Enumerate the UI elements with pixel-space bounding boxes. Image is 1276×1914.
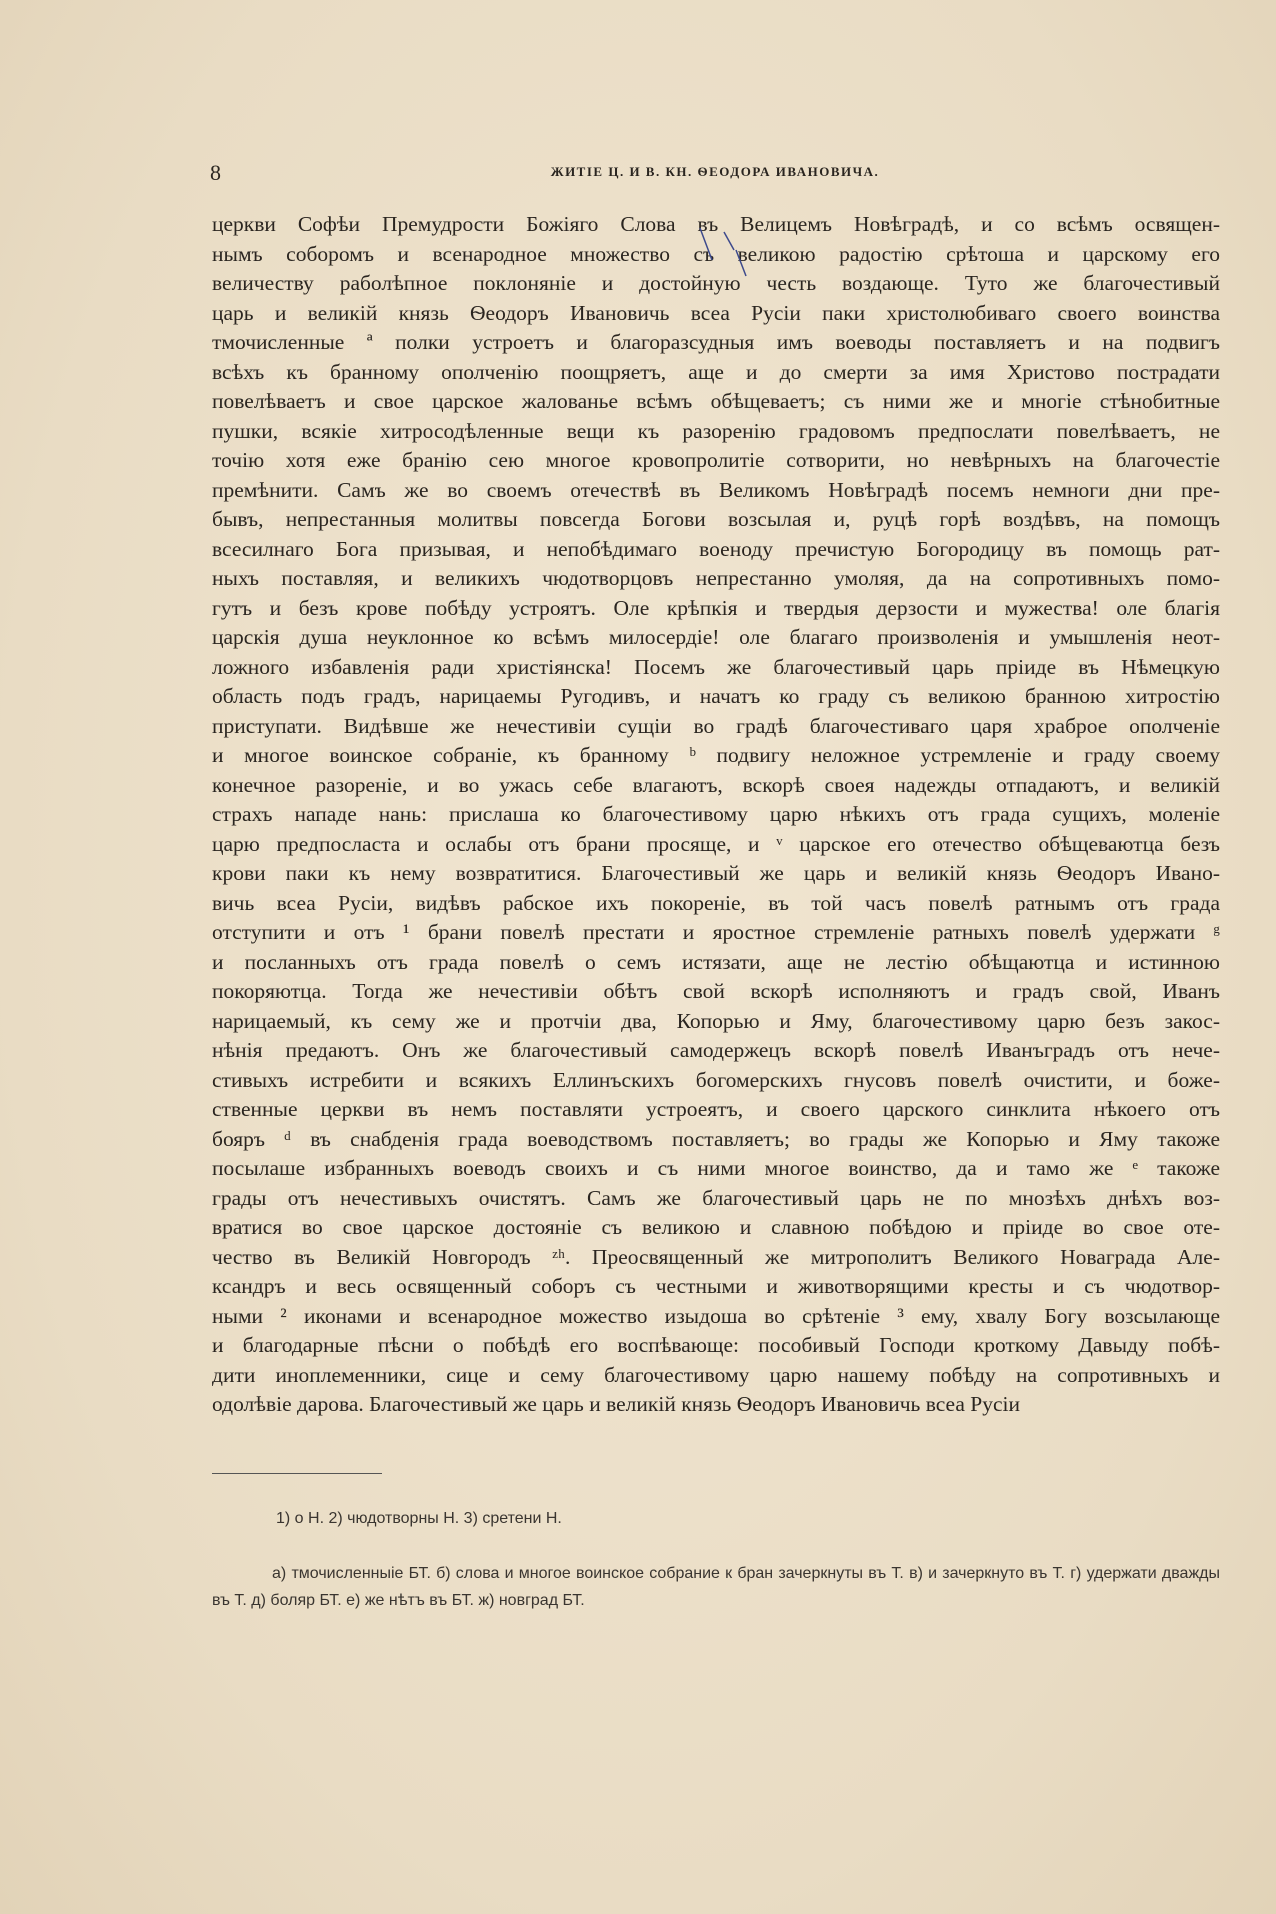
text-line: ложного избавленія ради христіянска! Посемъ же благочестивый царь пріиде въ Нѣмецкую bbox=[212, 654, 1220, 679]
text-line: грады отъ нечестивыхъ очистятъ. Самъ же благочестивый царь не по мнозѣхъ днѣхъ воз- bbox=[212, 1185, 1220, 1210]
text-line: царь и великій князь Ѳеодоръ Ивановичь всеа Русіи паки христолюбиваго своего воинства bbox=[212, 300, 1220, 325]
text-line: вратися во свое царское достояніе съ великою и славною побѣдою и пріиде во свое оте- bbox=[212, 1215, 1220, 1239]
text-line: одолѣвіе дарова. Благочестивый же царь и великій князь Ѳеодоръ Ивановичь всеа Русіи bbox=[212, 1392, 1020, 1416]
text-line: и посланныхъ отъ града повелѣ о семъ истязати, аще не лестію обѣщаютца и истинною bbox=[212, 949, 1220, 974]
text-line: нарицаемый, къ сему же и протчіи два, Копорью и Яму, благочестивому царю безъ закос- bbox=[212, 1008, 1220, 1033]
page-header bbox=[210, 160, 1220, 190]
text-line: величеству раболѣпное поклоняніе и достойную честь воздающе. Туто же благочестивый bbox=[212, 271, 1220, 295]
text-line: ственные церкви въ немъ поставляти устроеятъ, и своего царского синклита нѣкоего отъ bbox=[212, 1097, 1220, 1121]
body-text bbox=[212, 210, 1220, 1420]
page-number: 8 bbox=[210, 160, 221, 185]
footnotes bbox=[212, 1510, 1220, 1614]
running-title: ЖИТІЕ Ц. И В. КН. ѲЕОДОРА ИВАНОВИЧА. bbox=[550, 164, 880, 179]
text-line: нымъ соборомъ и всенародное множество съ великою радостію срѣтоша и царскому его bbox=[212, 241, 1220, 266]
text-line: отступити и отъ ¹ брани повелѣ престати и яростное стремленіе ратныхъ повелѣ удержати ᵍ bbox=[212, 920, 1220, 944]
text-line: стивыхъ истребити и всякихъ Еллинъскихъ богомерскихъ гнусовъ повелѣ очистити, и боже- bbox=[212, 1067, 1220, 1092]
text-line: всѣхъ къ бранному ополченію поощряетъ, аще и до смерти за имя Христово пострадати bbox=[212, 359, 1220, 384]
text-line: царскія душа неуклонное ко всѣмъ милосердіе! оле благаго произволенія и умышленія неот- bbox=[212, 625, 1220, 649]
footnote-rule bbox=[212, 1473, 382, 1474]
text-line: бояръ ᵈ въ снабденія града воеводствомъ поставляетъ; во грады же Копорью и Яму такоже bbox=[212, 1126, 1220, 1151]
text-line: и благодарные пѣсни о побѣдѣ его воспѣвающе: пособивый Господи кроткому Давыду побѣ- bbox=[212, 1333, 1220, 1357]
text-line: царю предпосласта и ослабы отъ брани просяще, и ᵛ царское его отечество обѣщеваютца безъ bbox=[212, 831, 1220, 856]
text-line: премѣнити. Самъ же во своемъ отечествѣ въ Великомъ Новѣградѣ посемъ немноги дни пре- bbox=[212, 477, 1220, 502]
text-line: церкви Софѣи Премудрости Божіяго Слова въ Велицемъ Новѣградѣ, и со всѣмъ освящен- bbox=[212, 212, 1220, 236]
text-line: всесилнаго Бога призывая, и непобѣдимаго военоду пречистую Богородицу въ помощь рат- bbox=[212, 536, 1220, 561]
text-line: приступати. Видѣвше же нечестивіи сущіи во градѣ благочестиваго царя храброе ополченіе bbox=[212, 713, 1220, 738]
lettered-footnotes: а) тмочисленныіе БТ. б) слова и многое воинское собрание к бран зачеркнуты въ Т. в) и зачеркнуто въ Т. г) удержати дважды въ Т. д) боляр БТ. е) же нѣтъ въ БТ. ж) новград БТ. bbox=[212, 1565, 1220, 1609]
text-line: тмочисленные ª полки устроетъ и благоразсудныя имъ воеводы поставляетъ и на подвигъ bbox=[212, 330, 1220, 354]
text-line: покоряютца. Тогда же нечестивіи обѣтъ свой вскорѣ исполняютъ и градъ свой, Иванъ bbox=[212, 979, 1220, 1003]
text-line: посылаше избранныхъ воеводъ своихъ и съ ними многое воинство, да и тамо же ᵉ такоже bbox=[212, 1156, 1220, 1180]
text-line: точію хотя еже бранію сею многое кровопролитіе сотворити, но невѣрныхъ на благочестіе bbox=[212, 448, 1220, 472]
text-line: конечное разореніе, и во ужась себе влагаютъ, вскорѣ своея надежды отпадаютъ, и великій bbox=[212, 772, 1220, 797]
text-line: область подъ градъ, нарицаемы Ругодивъ, и начатъ ко граду съ великою бранною хитростію bbox=[212, 684, 1220, 708]
text-line: нѣнія предаютъ. Онъ же благочестивый самодержецъ вскорѣ повелѣ Иванъградъ отъ нече- bbox=[212, 1038, 1220, 1062]
text-line: пушки, всякіе хитросодѣленные вещи къ разоренію градовомъ предпослати повелѣваетъ, не bbox=[212, 418, 1220, 443]
text-line: чество въ Великій Новгородъ ᶻʰ. Преосвященный же митрополитъ Великого Новаграда Але- bbox=[212, 1244, 1220, 1269]
text-line: крови паки къ нему возвратитися. Благочестивый же царь и великій князь Ѳеодоръ Ивано- bbox=[212, 861, 1220, 885]
text-line: ныхъ поставляя, и великихъ чюдотворцовъ непрестанно умоляя, да на сопротивныхъ помо- bbox=[212, 566, 1220, 590]
text-line: и многое воинское собраніе, къ бранному ᵇ подвигу неложное устремленіе и граду своему bbox=[212, 743, 1220, 767]
numbered-footnotes: 1) о Н. 2) чюдотворны Н. 3) сретени Н. bbox=[276, 1510, 562, 1527]
text-line: гутъ и безъ крове побѣду устроятъ. Оле крѣпкія и твердыя дерзости и мужества! оле благія bbox=[212, 595, 1220, 620]
text-line: ными ² иконами и всенародное можество изыдоша во срѣтеніе ³ ему, хвалу Богу возсылающе bbox=[212, 1303, 1220, 1328]
text-line: страхъ нападе нань: прислаша ко благочестивому царю нѣкихъ отъ града сущихъ, моленіе bbox=[212, 802, 1220, 826]
text-line: дити иноплеменники, сице и сему благочестивому царю нашему побѣду на сопротивныхъ и bbox=[212, 1362, 1220, 1387]
text-line: повелѣваетъ и свое царское жалованье всѣмъ обѣщеваетъ; съ ними же и многіе стѣнобитные bbox=[212, 389, 1220, 413]
text-line: ксандръ и весь освященный соборъ съ честными и животворящими кресты и съ чюдотвор- bbox=[212, 1274, 1220, 1298]
text-line: вичь всеа Русіи, видѣвъ рабское ихъ покореніе, въ той часъ повелѣ ратнымъ отъ града bbox=[212, 890, 1220, 915]
text-line: бывъ, непрестанныя молитвы повсегда Богови возсылая и, руцѣ горѣ воздѣвъ, на помощъ bbox=[212, 507, 1220, 531]
